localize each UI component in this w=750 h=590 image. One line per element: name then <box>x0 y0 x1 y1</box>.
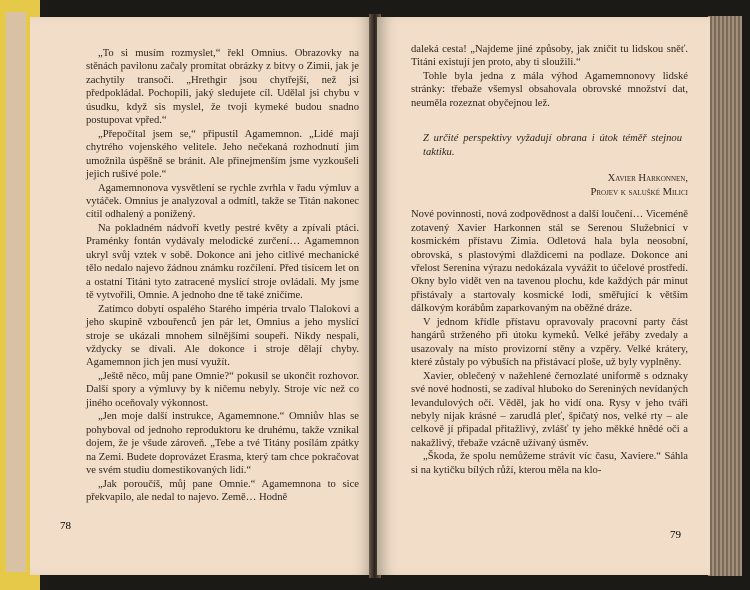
page-number-left: 78 <box>60 520 71 532</box>
paragraph: Nové povinnosti, nová zodpovědnost a další loučení… Viceméně zotavený Xavier Harkonnen stál se Serenou Služebnicí v kosmickém přístavu Zimia. Odletová hala byla neosobní, obrovská, s plastovými dlaždicemi na podlaze. Dokonce ani vřelost Serenina výrazu nedokázala vyvážit to účelové prostředí. Okny bylo vidět ven na tavenou plochu, kde každých pár minut přistávaly a startovaly kosmické lodi, směřující k větším dálkovým korábům zaparkovaným na oběžné dráze. <box>411 209 688 315</box>
epigraph-text: Z určité perspektivy vyžadují obrana i útok téměř stejnou taktiku. <box>423 133 682 158</box>
paragraph: Agamemnonova vysvětlení se rychle zvrhla v řadu výmluv a vytáček. Omnius je analyzoval a odmítl, takže se Titán nakonec cítil odhalený a ponížený. <box>86 182 359 221</box>
right-page <box>377 17 710 575</box>
chapter-body <box>411 208 688 477</box>
paragraph: „To si musím rozmyslet,“ řekl Omnius. Obrazovky na stěnách pavilonu začaly promítat obrázky z bitvy o Zimii, jak je zachytily transoči. „Hrethgir jsou chytřejší, než jsi předpokládal. Pochopili, jaký sledujete cíl. Udělal jsi chybu v úsudku, když sis myslel, že tvoji kymeké budou snadno postupovat vpřed.“ <box>86 48 359 127</box>
epigraph-attribution <box>411 172 688 199</box>
paragraph: „Škoda, že spolu nemůžeme strávit víc času, Xaviere.“ Sáhla si na kytičku bílých růží, kterou měla na klo- <box>411 451 688 476</box>
paragraph: „Ještě něco, můj pane Omnie?“ pokusil se ukončit rozhovor. Další spory a výmluvy by k ničemu nebyly. Stroje víc než co jiného oceňovaly výkonnost. <box>86 370 359 409</box>
paragraph: „Jak poroučíš, můj pane Omnie.“ Agamemnona to sice překvapilo, ale nedal to najevo. Země… Hodně <box>86 478 359 503</box>
attribution-name: Xavier Harkonnen, <box>607 173 688 185</box>
left-page-body <box>86 47 359 504</box>
right-page-body <box>411 43 688 477</box>
paragraph: Tohle byla jedna z mála výhod Agamemnonovy lidské stránky: třebaže všemysl obsahovala obrovské množství dat, neuměla rozeznat obyčejnou lež. <box>411 70 688 109</box>
page-number-right: 79 <box>670 529 681 541</box>
paragraph: Na pokladném nádvoří kvetly pestré květy a zpívali ptáci. Praménky fontán vydávaly melodické zurčení… Agamemnon ukryl svůj vztek v sobě. Dokonce ani jeho citlivé mechanické tělo nedalo najevo žádnou známku rozčílení. Před tisícem let on a ostatní Titáni tyto zatracené myslící stroje ovládali. My jsme tě vytvořili, Omnie. A jednoho dne tě také zničíme. <box>86 222 359 302</box>
paragraph: Zatímco dobytí ospalého Starého impéria trvalo Tlalokovi a jeho skupině vzbouřenců jen pár let, Omnius a jeho myslící stroje se ukázali mnohem silnějšími soupeři. Nikdy nespali, vždycky se dívali. Ale dokonce i stroje dělají chyby. Agamemnon jich jen musí využít. <box>86 303 359 369</box>
attribution-source: Projev k salušké Milici <box>590 186 688 198</box>
paragraph: daleká cesta! „Najdeme jiné způsoby, jak zničit tu lidskou sněť. Titáni existují jen proto, aby ti sloužili.“ <box>411 44 688 69</box>
page-block-edge-right <box>708 16 742 576</box>
paragraph: „Jen moje další instrukce, Agamemnone.“ Omniův hlas se pohyboval od jednoho reproduktoru ke druhému, takže vznikal dojem, že je všude zároveň. „Tebe a tvé Titány posílám zpátky na Zemi. Budete doprovázet Erasma, který tam chce pokračovat ve svém studiu domestikovaných lidí.“ <box>86 411 359 477</box>
left-page <box>30 17 373 575</box>
paragraph: V jednom křídle přístavu opravovaly pracovní party část hangárů strženého při útoku kymeků. Velké jeřáby zvedaly a usazovaly na místo provizorní stěny a vzpěry. Velké krátery, které zůstaly po výbuších na přistávací ploše, už byly vyplněny. <box>411 316 688 369</box>
page-block-edge-left <box>6 12 26 572</box>
paragraph: „Přepočítal jsem se,“ připustil Agamemnon. „Lidé mají chytrého vojenského velitele. Jeho nečekaná rozhodnutí jim umožnila úspěšně se bránit. Ale přinejmenším jsme vyzkoušeli jejich rušivé pole.“ <box>86 128 359 181</box>
paragraph: Xavier, oblečený v nažehlené černozlaté uniformě s odznaky své nové hodnosti, se zadíval hluboko do Sereniných nevídaných levandulových očí. Věděl, jak ho vidí ona. Rysy v jeho tváři nebyly nijak krásné – zarudlá pleť, špičatý nos, velké rty – ale celkově jí připadal přitažlivý, zvlášť ty jeho měkké hnědé oči a nakažlivý, třebaže vzácně užívaný úsměv. <box>411 370 688 449</box>
epigraph-quote <box>423 132 682 159</box>
